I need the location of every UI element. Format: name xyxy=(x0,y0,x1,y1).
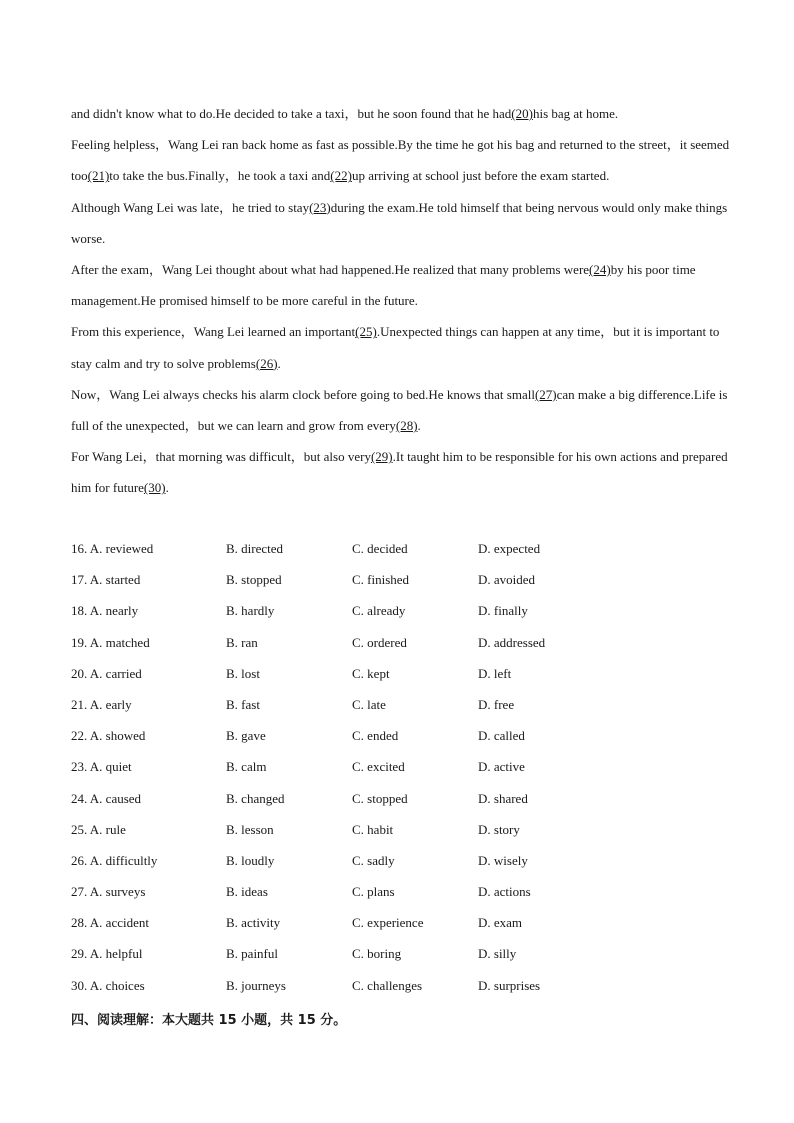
option-d: D. shared xyxy=(478,790,528,806)
blank-number: (27) xyxy=(534,386,557,402)
blank-number: (24) xyxy=(589,262,611,278)
option-b: B. painful xyxy=(226,946,278,962)
passage-text: by his poor time management.He promised himself to be more careful in the future. xyxy=(71,262,696,309)
option-c: C. boring xyxy=(352,946,402,962)
option-b: B. hardly xyxy=(226,603,275,619)
option-c: C. kept xyxy=(352,665,390,681)
options-list xyxy=(71,533,731,1001)
passage-text: .It taught him to be responsible for his own actions and prepared him for future xyxy=(71,449,728,496)
option-b: B. ran xyxy=(226,634,258,650)
option-d: D. finally xyxy=(478,603,528,619)
option-b: B. ideas xyxy=(226,884,268,900)
passage-text: Feeling helpless，Wang Lei ran back home as fast as possible.By the time he got his bag and returned to the street，it seemed too xyxy=(71,137,730,184)
option-c: C. plans xyxy=(352,884,395,900)
option-c: C. decided xyxy=(352,541,408,556)
option-a: 25. A. rule xyxy=(71,821,126,837)
option-b: B. lost xyxy=(226,665,260,681)
passage-text: . xyxy=(165,480,169,496)
option-a: 27. A. surveys xyxy=(71,884,146,900)
option-b: B. fast xyxy=(226,696,260,712)
option-d: D. avoided xyxy=(478,572,536,588)
option-d: D. active xyxy=(478,759,525,775)
option-a: 22. A. showed xyxy=(71,728,146,744)
passage-paragraph xyxy=(71,441,731,503)
passage-text: . xyxy=(277,355,281,371)
option-c: C. challenges xyxy=(352,977,423,993)
blank-number: (30) xyxy=(143,480,166,496)
question-row xyxy=(71,783,731,814)
option-c: C. habit xyxy=(352,821,394,837)
blank-number: (20) xyxy=(511,106,533,121)
option-c: C. finished xyxy=(352,572,410,588)
passage-paragraph xyxy=(71,379,731,441)
option-d: D. surprises xyxy=(478,977,541,993)
blank-number: (22) xyxy=(330,168,352,184)
passage-text: and didn't know what to do.He decided to take a taxi，but he soon found that he had xyxy=(71,106,512,121)
question-row xyxy=(71,658,731,689)
question-row xyxy=(71,907,731,938)
question-row xyxy=(71,938,731,969)
passage-text: After the exam，Wang Lei thought about what had happened.He realized that many problems were xyxy=(71,262,590,278)
option-b: B. journeys xyxy=(226,977,286,993)
blank-number: (25) xyxy=(355,324,377,340)
option-a: 30. A. choices xyxy=(71,977,145,993)
option-c: C. late xyxy=(352,696,386,712)
option-c: C. ended xyxy=(352,728,399,744)
option-a: 17. A. started xyxy=(71,572,141,588)
passage-text: .Unexpected things can happen at any time，but it is important to stay calm and try to solve problems xyxy=(71,324,720,371)
blank-number: (26) xyxy=(255,355,278,371)
question-row xyxy=(71,814,731,845)
option-a: 19. A. matched xyxy=(71,634,150,650)
passage-text: Although Wang Lei was late，he tried to stay xyxy=(71,199,310,215)
option-d: D. story xyxy=(478,821,520,837)
option-b: B. gave xyxy=(226,728,266,744)
passage-text: up arriving at school just before the exam started. xyxy=(351,168,610,184)
option-b: B. stopped xyxy=(226,572,282,588)
option-b: B. changed xyxy=(226,790,285,806)
passage-text: during the exam.He told himself that being nervous would only make things worse. xyxy=(71,199,728,246)
option-d: D. wisely xyxy=(478,852,528,868)
passage-text: . xyxy=(417,418,421,434)
cloze-passage xyxy=(71,98,731,504)
passage-paragraph xyxy=(71,129,731,191)
option-b: B. lesson xyxy=(226,821,274,837)
passage-text: Now，Wang Lei always checks his alarm clock before going to bed.He knows that small xyxy=(71,386,535,402)
option-d: D. exam xyxy=(478,915,523,931)
option-a: 18. A. nearly xyxy=(71,603,139,619)
passage-text: For Wang Lei，that morning was difficult，but also very xyxy=(71,449,371,465)
question-row xyxy=(71,751,731,782)
option-a: 28. A. accident xyxy=(71,915,149,931)
option-a: 21. A. early xyxy=(71,696,132,712)
passage-text: his bag at home. xyxy=(532,106,619,121)
passage-paragraph xyxy=(71,316,731,378)
option-a: 29. A. helpful xyxy=(71,946,143,962)
blank-number: (23) xyxy=(309,199,331,215)
option-d: D. called xyxy=(478,728,525,744)
question-row xyxy=(71,564,731,595)
option-a: 24. A. caused xyxy=(71,790,142,806)
section-heading: 四、阅读理解：本大题共 15 小题，共 15 分。 xyxy=(71,1013,347,1028)
question-row xyxy=(71,970,731,1001)
question-row xyxy=(71,689,731,720)
question-row xyxy=(71,595,731,626)
passage-text: From this experience，Wang Lei learned an important xyxy=(71,324,356,340)
option-d: D. addressed xyxy=(478,634,546,650)
option-d: D. left xyxy=(478,665,512,681)
option-c: C. sadly xyxy=(352,852,395,868)
passage-paragraph xyxy=(71,98,731,129)
blank-number: (29) xyxy=(370,449,393,465)
question-row xyxy=(71,845,731,876)
option-c: C. ordered xyxy=(352,634,407,650)
option-a: 23. A. quiet xyxy=(71,759,132,775)
passage-text: can make a big difference.Life is full of the unexpected，but we can learn and grow from every xyxy=(71,386,728,434)
option-d: D. free xyxy=(478,696,515,712)
option-d: D. silly xyxy=(478,946,517,962)
option-a: 20. A. carried xyxy=(71,665,142,681)
option-a: 16. A. reviewed xyxy=(71,541,154,556)
option-c: C. experience xyxy=(352,915,424,931)
question-row xyxy=(71,627,731,658)
option-d: D. expected xyxy=(478,541,541,556)
option-c: C. already xyxy=(352,603,406,619)
option-c: C. stopped xyxy=(352,790,408,806)
question-row xyxy=(71,876,731,907)
option-d: D. actions xyxy=(478,884,531,900)
blank-number: (21) xyxy=(87,168,110,184)
passage-paragraph xyxy=(71,254,731,316)
option-c: C. excited xyxy=(352,759,405,775)
question-row xyxy=(71,533,731,564)
option-b: B. loudly xyxy=(226,852,275,868)
blank-number: (28) xyxy=(395,418,418,434)
option-b: B. calm xyxy=(226,759,267,775)
option-a: 26. A. difficultly xyxy=(71,852,158,868)
option-b: B. directed xyxy=(226,541,284,556)
passage-text: to take the bus.Finally，he took a taxi and xyxy=(109,168,331,184)
passage-paragraph xyxy=(71,192,731,254)
question-row xyxy=(71,720,731,751)
option-b: B. activity xyxy=(226,915,281,931)
